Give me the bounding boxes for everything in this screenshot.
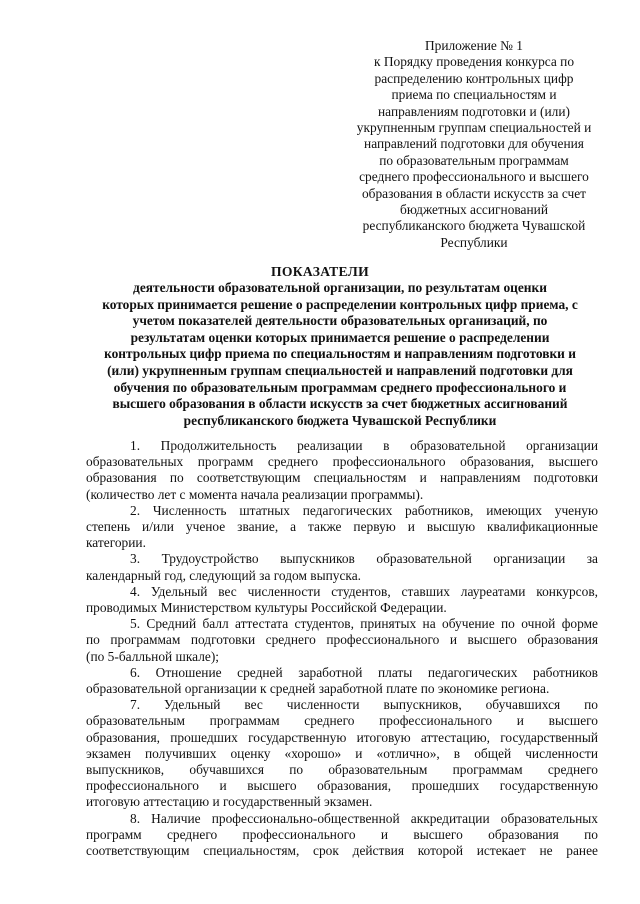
paragraph-line: календарный год, следующий за годом выпуска. bbox=[86, 567, 361, 583]
paragraph-line: итоговую аттестацию и государственный экзамен. bbox=[86, 794, 373, 810]
paragraph-line: 2. Численность штатных педагогических работников, имеющих ученую bbox=[130, 502, 598, 518]
subtitle-line: республиканского бюджета Чувашской Республики bbox=[183, 412, 497, 428]
paragraph-line: выпускников, обучавшихся по образовательным программам среднего bbox=[86, 762, 598, 778]
subtitle-line: обучения по образовательным программам среднего профессионального и bbox=[113, 379, 567, 395]
paragraph-line: 5. Средний балл аттестата студентов, принятых на обучение по очной форме bbox=[130, 616, 598, 632]
paragraph-line: 1. Продолжительность реализации в образовательной организации bbox=[130, 438, 598, 453]
document-subtitle bbox=[80, 280, 600, 429]
paragraph-line: образования по соответствующим специальностям и направлениям подготовки bbox=[86, 470, 598, 486]
paragraph-line: образовательной организации к средней заработной плате по экономике региона. bbox=[86, 681, 550, 697]
paragraph-line: программ среднего профессионального и высшего образования по bbox=[86, 826, 598, 842]
appendix-line: укрупненным группам специальностей и bbox=[356, 120, 592, 136]
appendix-line: республиканского бюджета Чувашской bbox=[362, 218, 586, 234]
list-item bbox=[86, 697, 598, 810]
paragraph-line: категории. bbox=[86, 535, 146, 551]
appendix-line: к Порядку проведения конкурса по bbox=[373, 54, 575, 70]
subtitle-line: которых принимается решение о распределении контрольных цифр приема, с bbox=[102, 296, 578, 312]
appendix-line: направлениям подготовки и (или) bbox=[378, 103, 570, 119]
paragraph-line: образовательным программам среднего профессионального и высшего bbox=[86, 713, 598, 729]
document-title: ПОКАЗАТЕЛИ bbox=[271, 264, 369, 279]
appendix-header bbox=[340, 38, 608, 251]
paragraph-line: 4. Удельный вес численности студентов, ставших лауреатами конкурсов, bbox=[130, 583, 598, 599]
appendix-line: образования в области искусств за счет bbox=[361, 185, 587, 201]
paragraph-line: (количество лет с момента начала реализации программы). bbox=[86, 486, 424, 502]
paragraph-line: образовательных программ среднего профессионального образования, высшего bbox=[86, 454, 598, 470]
appendix-line: бюджетных ассигнований bbox=[400, 202, 548, 218]
subtitle-line: результатам оценки которых принимается решение о распределении bbox=[130, 329, 550, 345]
paragraph-line: по программам подготовки среднего профессионального и высшего образования bbox=[86, 632, 598, 648]
list-item bbox=[86, 616, 598, 665]
paragraph-line: профессионального и высшего образования, прошедших государственную bbox=[86, 778, 598, 794]
paragraph-line: (по 5-балльной шкале); bbox=[86, 648, 220, 664]
subtitle-line: контрольных цифр приема по специальностям и направлениям подготовки и bbox=[104, 346, 576, 362]
paragraph-line: 8. Наличие профессионально-общественной аккредитации образовательных bbox=[130, 810, 598, 826]
paragraph-line: 6. Отношение средней заработной платы педагогических работников bbox=[130, 664, 598, 680]
list-item bbox=[86, 551, 598, 583]
subtitle-line: деятельности образовательной организации, по результатам оценки bbox=[133, 280, 547, 295]
subtitle-line: (или) укрупненным группам специальностей и направлений подготовки для bbox=[107, 362, 573, 378]
paragraph-line: проводимых Министерством культуры Российской Федерации. bbox=[86, 600, 447, 616]
list-item bbox=[86, 503, 598, 552]
appendix-line: Республики bbox=[440, 234, 508, 250]
list-item bbox=[86, 438, 598, 503]
list-item bbox=[86, 584, 598, 616]
paragraph-line: соответствующим специальностям, срок действия которой истекает не ранее bbox=[86, 843, 598, 859]
paragraph-line: 7. Удельный вес численности выпускников, обучавшихся по bbox=[130, 697, 598, 713]
paragraph-line: экзамен получивших оценку «хорошо» и «отлично», в общей численности bbox=[86, 745, 598, 761]
subtitle-line: учетом показателей деятельности образовательных организаций, по bbox=[132, 313, 548, 329]
appendix-line: направлений подготовки для обучения bbox=[364, 136, 584, 152]
appendix-line: среднего профессионального и высшего bbox=[359, 169, 589, 185]
list-item bbox=[86, 811, 598, 860]
appendix-line: распределению контрольных цифр bbox=[374, 70, 574, 86]
appendix-line: приема по специальностям и bbox=[391, 87, 557, 103]
appendix-line: по образовательным программам bbox=[379, 152, 569, 168]
appendix-line: Приложение № 1 bbox=[424, 38, 524, 53]
paragraph-line: степень и/или ученое звание, а также первую и высшую квалификационные bbox=[86, 519, 598, 535]
list-item bbox=[86, 665, 598, 697]
paragraph-line: образования, прошедших государственную итоговую аттестацию, государственный bbox=[86, 729, 598, 745]
subtitle-line: высшего образования в области искусств за счет бюджетных ассигнований bbox=[112, 396, 568, 412]
paragraph-line: 3. Трудоустройство выпускников образовательной организации за bbox=[130, 551, 598, 567]
document-body bbox=[86, 438, 598, 859]
